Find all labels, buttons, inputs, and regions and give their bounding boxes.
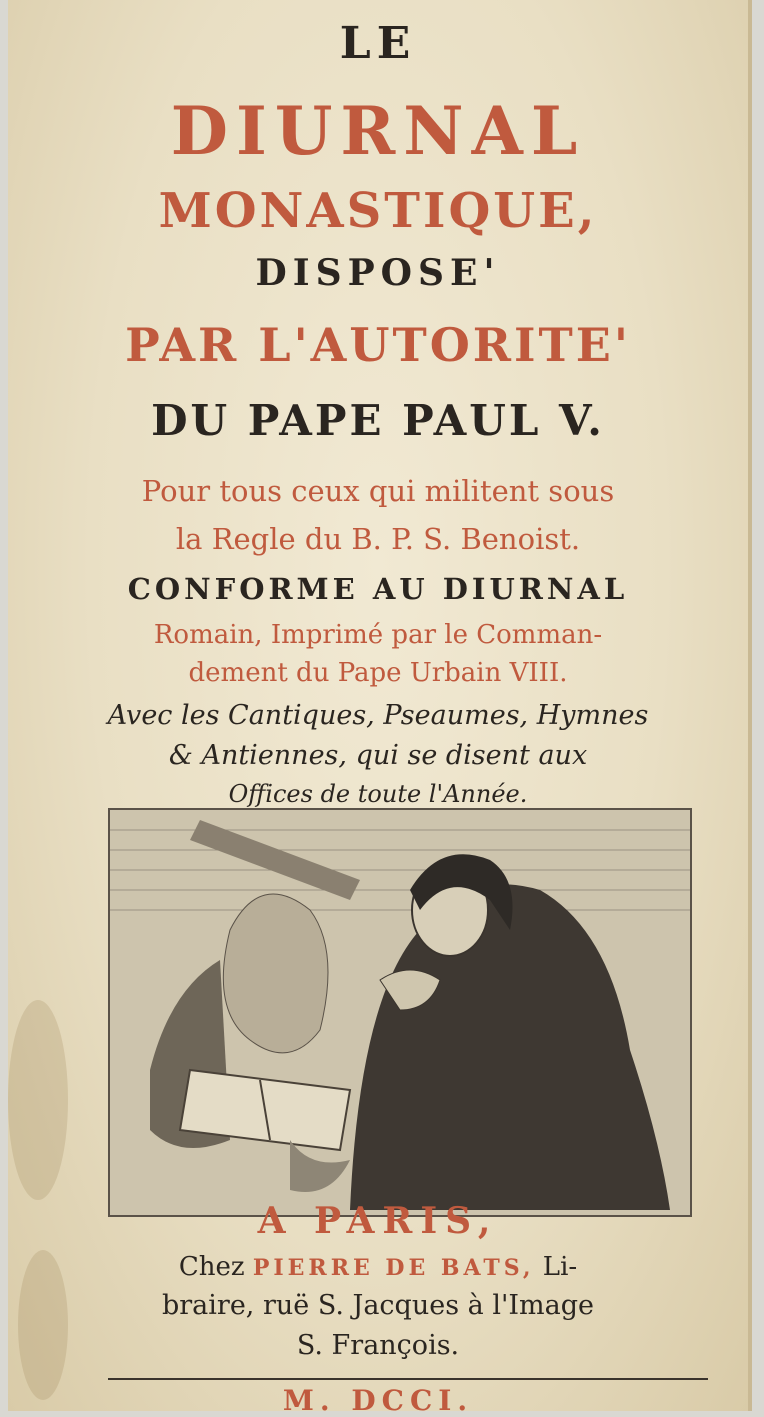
monk-illustration: [110, 810, 690, 1215]
imprint-place: A PARIS,: [257, 1200, 499, 1242]
title-dispose: DISPOSE': [255, 252, 501, 294]
avec-line-3: Offices de toute l'Année.: [228, 780, 528, 808]
title-monastique: MONASTIQUE,: [158, 183, 598, 239]
imprint-line-3: S. François.: [296, 1330, 460, 1361]
conforme-line: CONFORME AU DIURNAL: [127, 572, 629, 606]
foxing-stain: [8, 1000, 68, 1200]
imprint-line-1: [8, 1252, 748, 1282]
avec-line-2: & Antiennes, qui se disent aux: [168, 740, 588, 771]
title-pape: DU PAPE PAUL V.: [151, 396, 605, 445]
title-par-autorite: PAR L'AUTORITE': [125, 318, 631, 372]
avec-line-1: Avec les Cantiques, Pseaumes, Hymnes: [107, 700, 649, 731]
divider-rule: [108, 1378, 708, 1380]
subtitle-line-1: Pour tous ceux qui militent sous: [141, 474, 615, 508]
engraving-saint-benedict: [108, 808, 692, 1217]
romain-line-1: Romain, Imprimé par le Comman-: [153, 620, 603, 650]
title-diurnal: DIURNAL: [170, 92, 586, 170]
subtitle-line-2: la Regle du B. P. S. Benoist.: [175, 522, 581, 556]
imprint-line-2: braire, ruë S. Jacques à l'Image: [161, 1290, 595, 1321]
imprint-li: Li-: [542, 1252, 578, 1282]
imprint-chez: Chez: [178, 1252, 245, 1282]
title-page: [8, 0, 752, 1417]
title-le: LE: [339, 18, 417, 69]
romain-line-2: dement du Pape Urbain VIII.: [188, 658, 568, 688]
imprint-printer-name: PIERRE DE BATS,: [252, 1255, 535, 1281]
imprint-date: M. DCCI.: [282, 1384, 474, 1417]
